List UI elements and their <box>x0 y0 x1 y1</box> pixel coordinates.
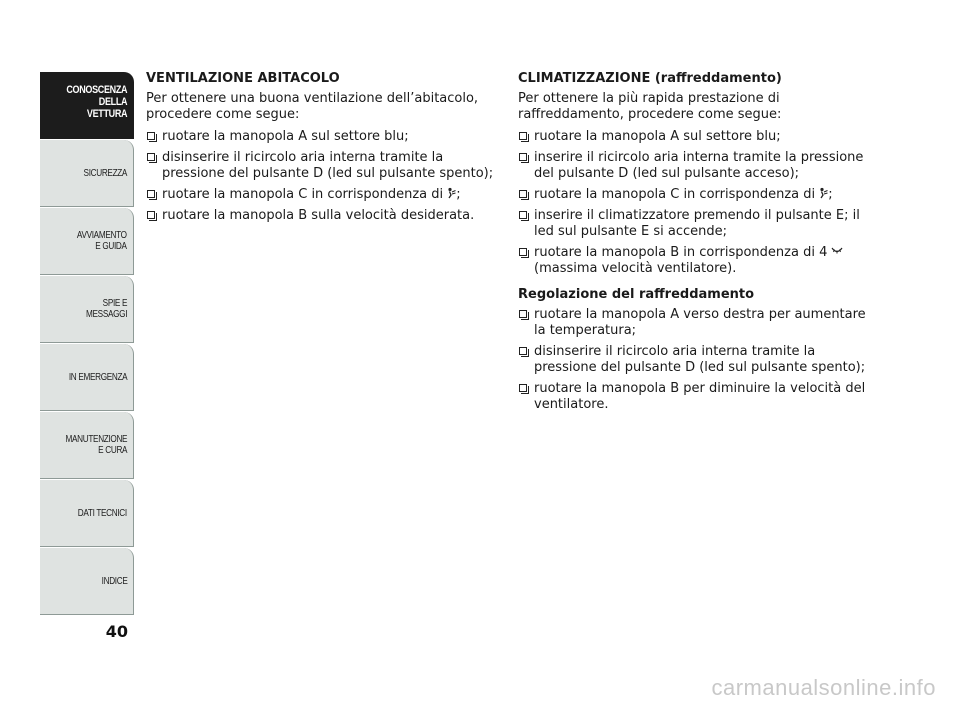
air-conditioning-section <box>518 71 873 418</box>
section-title: VENTILAZIONE ABITACOLO <box>146 71 340 86</box>
section-intro: Per ottenere una buona ventilazione dell’abitacolo, procedere come segue: <box>146 91 479 122</box>
checkbox-bullet-icon <box>519 190 527 198</box>
checkbox-bullet-icon <box>519 347 527 355</box>
checkbox-bullet-icon <box>519 211 527 219</box>
list-item: disinserire il ricircolo aria interna tramite la pressione del pulsante D (led sul pulsante spento); <box>146 150 498 182</box>
tab-conoscenza-della-vettura[interactable]: CONOSCENZA DELLA VETTURA <box>40 72 134 139</box>
airflow-face-icon <box>819 187 828 199</box>
list-item: ruotare la manopola C in corrispondenza di ; <box>518 187 873 203</box>
checkbox-bullet-icon <box>147 132 155 140</box>
checkbox-bullet-icon <box>147 211 155 219</box>
tab-spie-e-messaggi[interactable]: SPIE E MESSAGGI <box>40 276 134 343</box>
checkbox-bullet-icon <box>519 132 527 140</box>
list-item: ruotare la manopola B sulla velocità desiderata. <box>146 208 498 224</box>
checkbox-bullet-icon <box>147 190 155 198</box>
section-intro: Per ottenere la più rapida prestazione di raffreddamento, procedere come segue: <box>518 91 782 122</box>
checkbox-bullet-icon <box>147 153 155 161</box>
section-title: CLIMATIZZAZIONE (raffreddamento) <box>518 71 782 86</box>
list-item: ruotare la manopola B per diminuire la velocità del ventilatore. <box>518 381 873 413</box>
tab-indice[interactable]: INDICE <box>40 548 134 615</box>
instruction-list <box>518 129 873 277</box>
ventilation-section <box>146 71 498 229</box>
checkbox-bullet-icon <box>519 153 527 161</box>
list-item: ruotare la manopola A sul settore blu; <box>518 129 873 145</box>
tab-avviamento-e-guida[interactable]: AVVIAMENTO E GUIDA <box>40 208 134 275</box>
list-item: ruotare la manopola A sul settore blu; <box>146 129 498 145</box>
list-item: disinserire il ricircolo aria interna tramite la pressione del pulsante D (led sul pulsante spento); <box>518 344 873 376</box>
chapter-tabs <box>40 72 134 616</box>
checkbox-bullet-icon <box>519 310 527 318</box>
tab-in-emergenza[interactable]: IN EMERGENZA <box>40 344 134 411</box>
tab-sicurezza[interactable]: SICUREZZA <box>40 140 134 207</box>
tab-manutenzione-e-cura[interactable]: MANUTENZIONE E CURA <box>40 412 134 479</box>
watermark: carmanualsonline.info <box>711 675 936 700</box>
list-item: ruotare la manopola A verso destra per aumentare la temperatura; <box>518 307 873 339</box>
adjustment-list <box>518 307 873 413</box>
checkbox-bullet-icon <box>519 248 527 256</box>
page-number: 40 <box>105 622 128 641</box>
checkbox-bullet-icon <box>519 384 527 392</box>
instruction-list <box>146 129 498 224</box>
subsection-title: Regolazione del raffreddamento <box>518 287 755 302</box>
list-item: ruotare la manopola B in corrispondenza di 4 (massima velocità ventilatore). <box>518 245 873 277</box>
list-item: inserire il ricircolo aria interna tramite la pressione del pulsante D (led sul pulsante acceso); <box>518 150 873 182</box>
fan-icon <box>831 246 843 257</box>
list-item: ruotare la manopola C in corrispondenza di ; <box>146 187 498 203</box>
list-item: inserire il climatizzatore premendo il pulsante E; il led sul pulsante E si accende; <box>518 208 873 240</box>
airflow-face-icon <box>447 187 456 199</box>
tab-dati-tecnici[interactable]: DATI TECNICI <box>40 480 134 547</box>
